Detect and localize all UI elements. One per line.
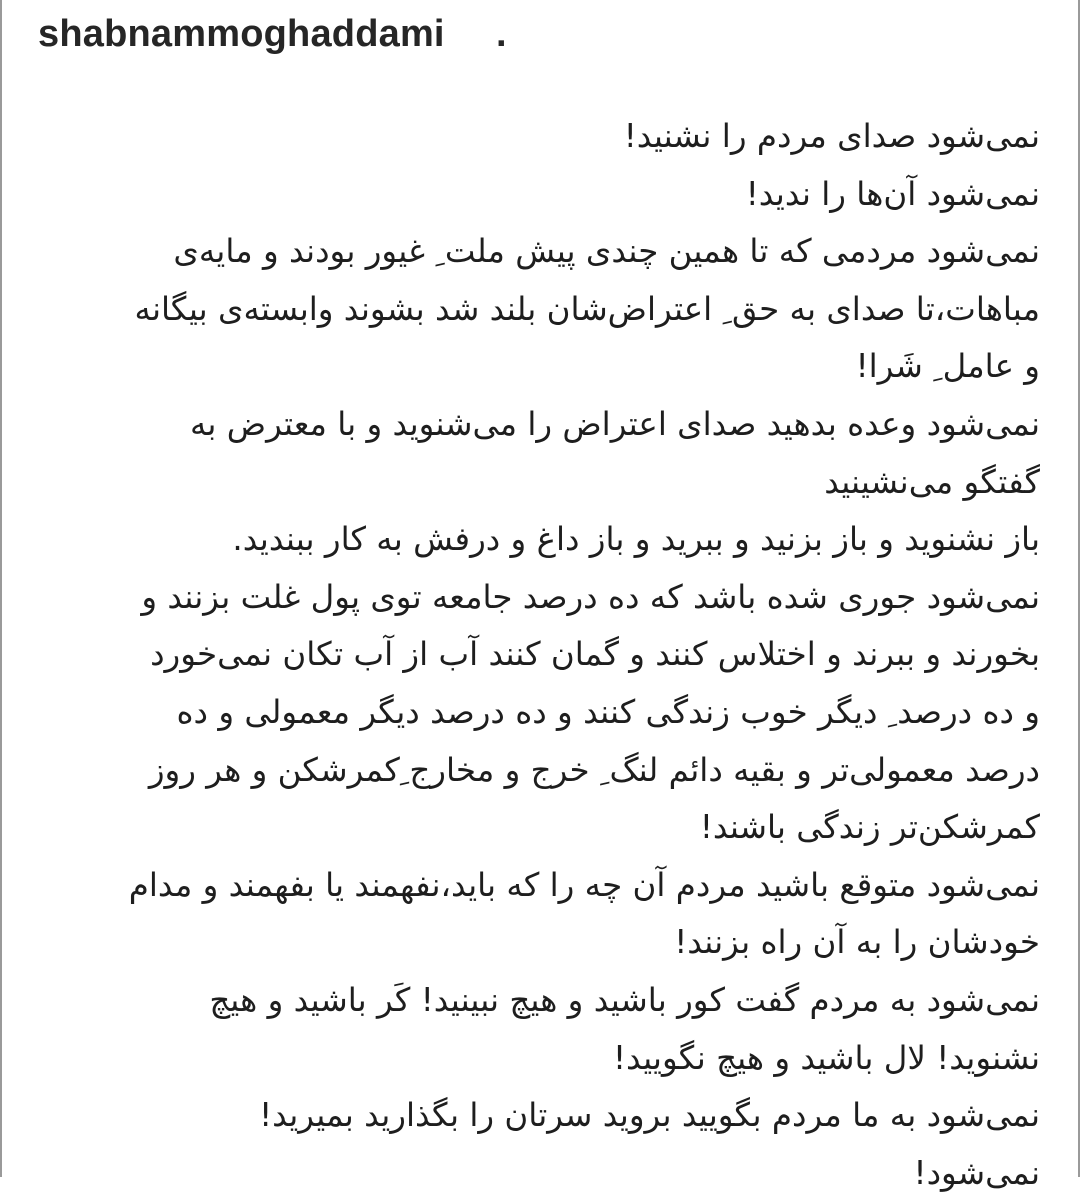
- caption-line: نمی‌شود وعده بدهید صدای اعتراض را می‌شنوید و با معترض به: [190, 404, 1040, 443]
- caption-line: خودشان را به آن راه بزنند!: [674, 923, 1040, 962]
- username-link[interactable]: shabnammoghaddami: [38, 13, 445, 55]
- caption-line: بخورند و ببرند و اختلاس کنند و گمان کنند آب از آب تکان نمی‌خورد: [150, 635, 1040, 674]
- caption-line: نمی‌شود!: [913, 1153, 1040, 1192]
- caption-line: نشنوید! لال باشید و هیچ نگویید!: [613, 1038, 1040, 1077]
- caption-line: نمی‌شود متوقع باشید مردم آن چه را که باید،نفهمند یا بفهمند و مدام: [128, 865, 1040, 904]
- caption-line: نمی‌شود آن‌ها را ندید!: [745, 174, 1040, 213]
- caption-line: مباهات،تا صدای به حق ِ اعتراض‌شان بلند شد بشوند وابسته‌ی بیگانه: [134, 289, 1040, 328]
- caption-line: گفتگو می‌نشینید: [824, 462, 1040, 501]
- caption-line: نمی‌شود صدای مردم را نشنید!: [623, 117, 1040, 155]
- post-caption: [42, 108, 1040, 1202]
- caption-line: درصد معمولی‌تر و بقیه دائم لنگ ِ خرج و مخارج ِکمرشکن و هر روز: [148, 750, 1040, 789]
- caption-line: نمی‌شود به مردم گفت کور باشید و هیچ نبینید! کَر باشید و هیچ: [209, 980, 1040, 1019]
- caption-line: باز نشنوید و باز بزنید و ببرید و باز داغ و درفش به کار ببندید.: [232, 520, 1040, 559]
- caption-line: کمرشکن‌تر زندگی باشند!: [699, 808, 1040, 847]
- caption-line: نمی‌شود مردمی که تا همین چندی پیش ملت ِ غیور بودند و مایه‌ی: [173, 232, 1040, 271]
- caption-line: و عامل ِ شَرا!: [855, 347, 1040, 386]
- post-header: [2, 0, 1078, 78]
- header-separator: .: [496, 13, 507, 55]
- caption-line: نمی‌شود به ما مردم بگویید بروید سرتان را بگذارید بمیرید!: [259, 1096, 1040, 1135]
- caption-line: نمی‌شود جوری شده باشد که ده درصد جامعه توی پول غلت بزنند و: [141, 577, 1040, 616]
- caption-line: و ده درصد ِ دیگر خوب زندگی کنند و ده درصد دیگر معمولی و ده: [176, 692, 1040, 731]
